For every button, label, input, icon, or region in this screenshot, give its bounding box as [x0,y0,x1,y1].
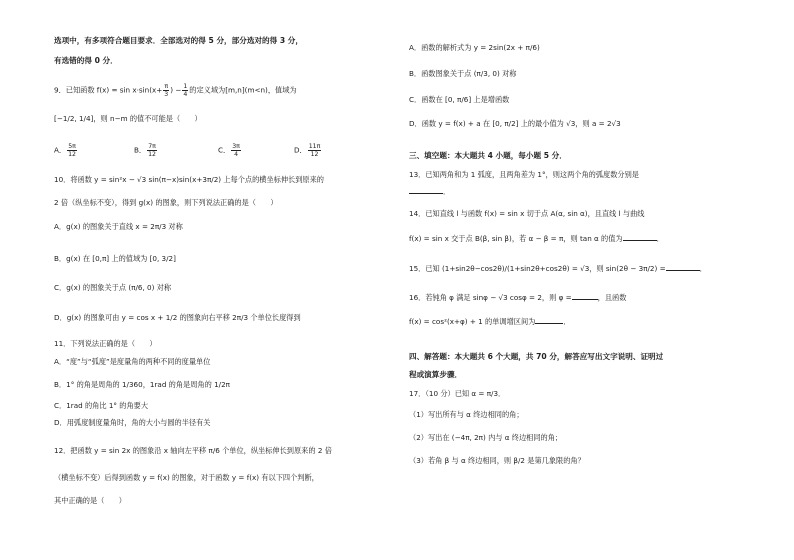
section-intro-line-2: 有选错的得 0 分． [54,56,118,65]
q9-option-b[interactable] [134,143,158,158]
q9-option-d-num: 11π [308,143,321,150]
q9-option-b-den: 12 [148,151,156,158]
question-12-line-3: 其中正确的是（ ） [54,496,126,505]
question-17-line-1: 17．（10 分）已知 α = π/3． [409,389,506,398]
q9-fraction-1 [163,83,169,98]
q9-option-c-den: 4 [234,151,239,158]
q13-blank-line[interactable] [409,186,443,194]
q9-option-c-num: 3π [232,143,240,150]
q9-option-a-label: A． [54,145,67,155]
question-15-line-1: 15．已知 (1+sin2θ−cos2θ)/(1+sin2θ+cos2θ) = √3，则 sin(2θ − 3π/2) = ． [409,264,707,273]
q14-text: f(x) = sin x 交于点 B(β, sin β)，若 α − β = π，则 tan α 的值为 [409,234,623,243]
q9-option-a-value [67,143,77,158]
q9-option-d-label: D． [294,145,307,155]
section-intro-line-1: 选项中，有多项符合题目要求．全部选对的得 5 分，部分选对的得 3 分， [54,36,303,45]
q9-text-b: ) − [170,85,182,95]
q11-option-d[interactable]: D．用弧度制度量角时，角的大小与圆的半径有关 [54,418,211,427]
q16-blank-line-2[interactable] [535,316,563,324]
q9-option-c-value [231,143,241,158]
q16-text-mid: ，且函数 [597,293,627,302]
question-9-line-2: [−1/2, 1/4]，则 n−m 的值不可能是（ ） [54,114,202,123]
q15-blank-line[interactable] [666,263,700,271]
q9-option-c[interactable] [218,143,242,158]
question-12-line-2: （横坐标不变）后得到函数 y = f(x) 的图象，对于函数 y = f(x) 有以下四个判断， [54,473,319,482]
q9-option-d[interactable] [294,143,322,158]
question-11-line-1: 11．下列说法正确的是（ ） [54,339,157,348]
question-10-line-1: 10．将函数 y = sin²x − √3 sin(π−x)sin(x+3π/2) 上每个点的横坐标伸长到原来的 [54,175,324,184]
q9-text-c: 的定义域为[m,n](m<n)，值域为 [189,85,297,95]
q14-blank-line[interactable] [623,233,657,241]
q9-option-a-num: 5π [68,143,76,150]
question-14-line-2: f(x) = sin x 交于点 B(β, sin β)，若 α − β = π，则 tan α 的值为 ． [409,234,664,243]
q16-text: 16．若钝角 φ 满足 sinφ − √3 cosφ = 2，则 φ = [409,293,572,302]
q16-text-2: f(x) = cos²(x+φ) + 1 的单调增区间为 [409,317,536,326]
q12-option-c[interactable]: C．函数在 [0, π/6] 上是增函数 [409,95,510,104]
q12-option-d[interactable]: D．函数 y = f(x) + a 在 [0, π/2] 上的最小值为 √3，则 a = 2√3 [409,119,621,128]
q9-fraction-2 [182,83,188,98]
question-16-line-1 [409,292,626,303]
question-13-line-1: 13．已知两角和为 1 弧度，且两角差为 1°，则这两个角的弧度数分别是 [409,170,639,179]
q9-option-a-den: 12 [68,151,76,158]
section-3-title: 三、填空题：本大题共 4 小题，每小题 5 分． [409,151,567,160]
question-16-line-2: f(x) = cos²(x+φ) + 1 的单调增区间为 ． [409,317,571,326]
q9-frac1-num: π [164,83,169,90]
q17-part-3: （3）若角 β 与 α 终边相同，则 β/2 是第几象限的角？ [409,456,585,465]
q17-part-1: （1）写出所有与 α 终边相同的角； [409,410,524,419]
question-10-line-2: 2 倍（纵坐标不变），得到 g(x) 的图象，则下列说法正确的是（ ） [54,198,278,207]
q9-option-a[interactable] [54,143,78,158]
q9-option-d-den: 12 [310,151,319,158]
q11-option-b[interactable]: B．1° 的角是周角的 1/360，1rad 的角是周角的 1/2π [54,380,230,389]
q9-option-d-value [308,143,322,158]
q9-frac2-num: 1 [183,83,188,90]
q9-frac1-den: 3 [164,91,169,98]
q9-option-b-label: B． [134,145,147,155]
question-14-line-1: 14．已知直线 l 与函数 f(x) = sin x 切于点 A(α, sin α)，且直线 l 与曲线 [409,209,645,218]
q9-text-a: 9．已知函数 f(x) = sin x·sin(x+ [54,85,163,95]
q11-option-a[interactable]: A．“度”与“弧度”是度量角的两种不同的度量单位 [54,357,211,366]
q16-blank-line-1[interactable] [572,292,598,300]
question-12-line-1: 12．把函数 y = sin 2x 的图象沿 x 轴向左平移 π/6 个单位，纵坐标伸长到原来的 2 倍 [54,446,332,455]
q10-option-a[interactable]: A．g(x) 的图象关于直线 x = 2π/3 对称 [54,222,183,231]
q17-part-2: （2）写出在 (−4π, 2π) 内与 α 终边相同的角； [409,433,563,442]
q9-option-b-value [147,143,157,158]
q9-option-c-label: C． [218,145,231,155]
question-9-line-1 [54,83,297,98]
section-4-title-line-2: 程或演算步骤． [409,370,463,379]
q13-answer-blank[interactable]: ． [409,186,450,197]
q12-option-b[interactable]: B．函数图象关于点 (π/3, 0) 对称 [409,69,517,78]
q15-text: 15．已知 (1+sin2θ−cos2θ)/(1+sin2θ+cos2θ) = √3，则 sin(2θ − 3π/2) = [409,264,666,273]
q12-option-a[interactable]: A．函数的解析式为 y = 2sin(2x + π/6) [409,43,540,52]
q10-option-d[interactable]: D．g(x) 的图象可由 y = cos x + 1/2 的图象向右平移 2π/3 个单位长度得到 [54,313,301,322]
q10-option-b[interactable]: B．g(x) 在 [0,π] 上的值域为 [0, 3/2] [54,254,176,263]
q9-frac2-den: 4 [183,91,188,98]
q10-option-c[interactable]: C．g(x) 的图象关于点 (π/6, 0) 对称 [54,283,172,292]
q11-option-c[interactable]: C．1rad 的角比 1° 的角要大 [54,401,149,410]
section-4-title-line-1: 四、解答题：本大题共 6 个大题，共 70 分，解答应写出文字说明、证明过 [409,352,664,361]
q9-option-b-num: 7π [148,143,156,150]
